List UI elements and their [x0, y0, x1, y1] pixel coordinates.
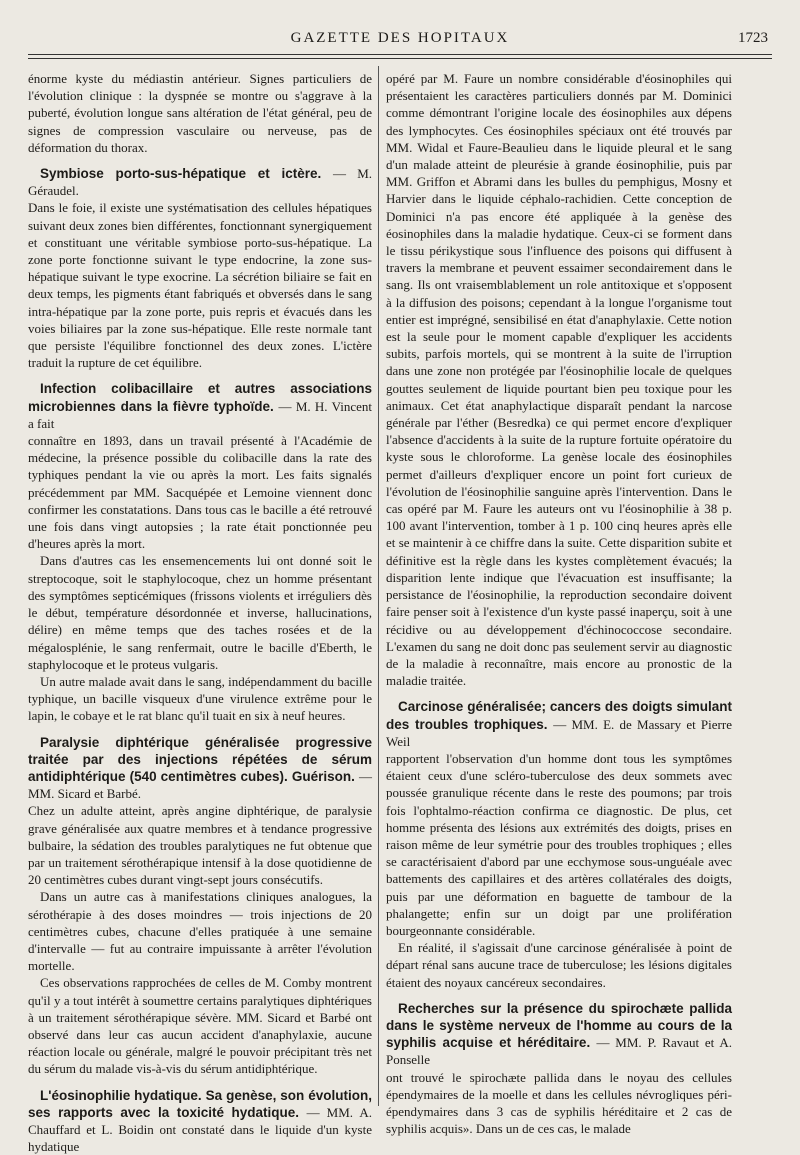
paragraph: Dans un autre cas à manifestations cliniques analogues, la sérothérapie à des doses moindres — trois injections de 20 centimètres cubes, chacune d'elles pratiquée à une semaine d'intervalle — fut au contraire impuissante à arrêter l'évolution mortelle. [28, 889, 372, 974]
section-title: Symbiose porto-sus-hépatique et ictère. [40, 166, 322, 182]
section-title: Carcinose généralisée; cancers des doigts simulant des troubles trophiques. [386, 699, 732, 732]
paragraph: opéré par M. Faure un nombre considérable d'éosinophiles qui présentaient les caractères particuliers donnés par M. Dominici comme démontrant l'origine locale des éosinophiles aux dépens des lymphocytes. Ces éosinophiles spéciaux ont été trouvés par MM. Widal et Faure-Beaulieu dans le liquide pleural et le sang d'un malade atteint de pleurésie à grande éosinophilie, puis par MM. Griffon et Abrami dans les bulles du pemphigus, Mosny et Harvier dans le liquide céphalo-rachidien. Cette conception de Dominici n'a pas encore été appliquée à la genèse des éosinophiles dans la maladie hydatique. Ceux-ci se forment dans le tissu périkystique sous l'influence des poisons qui diffusent à travers la membrane et peuvent essaimer secondairement dans le sang. Ils ont vraisemblablement un role antitoxique et s'opposent à la diffusion des poisons; cependant à la longue l'organisme tout entier est imprégné, sensibilisé en état d'anaphylaxie. Cette notion est la seule pour le moment capable d'expliquer les accidents subits, parfois mortels, qui se montrent à la suite de l'irruption dans une zone non protégée par l'éosinophilie locale de quelques gouttes seulement de liquide pourtant bien peu toxique pour les animaux. Cet état anaphylactique disparaît pendant la narcose générale par l'éther (Besredka) ce qui permet encore d'expliquer l'absence d'accidents à la suite de la rupture fortuite opératoire du kyste sous le chloroforme. La genèse locale des éosinophiles permet d'ailleurs d'expliquer encore un point fort curieux de l'évolution de l'éosinophilie sanguine après l'intervention. Dans le cas opéré par M. Faure les auteurs ont vu l'éosinophilie à 38 p. 100 avant l'intervention, tomber à 1 p. 100 cinq heures après elle et se maintenir à ce chiffre dans la suite. Cette disparition subite et définitive est la règle dans les kystes complètement évacués; la disparition lente indique que l'évacuation est insuffisante; la persistance de l'éosinophilie, la reproduction secondaire doivent faire penser soit à l'existence d'un kyste passé inaperçu, soit à une récidive ou au développement d'échinococcose secondaire. L'examen du sang ne doit donc pas seulement servir au diagnostic de la maladie à reconnaître, mais encore au pronostic de la maladie traitée. [386, 71, 732, 689]
section-authors: — MM. Sicard et Barbé. [28, 768, 372, 802]
header-rule-double [28, 58, 772, 59]
page-header [28, 30, 772, 52]
journal-title: GAZETTE DES HOPITAUX [290, 30, 510, 46]
header-rule [28, 54, 772, 55]
section-title: Infection colibacillaire et autres associations microbiennes dans la fièvre typhoïde. [28, 381, 372, 414]
section-heading-spirochaete [386, 1000, 732, 1069]
paragraph: énorme kyste du médiastin antérieur. Signes particuliers de l'évolution clinique : la dyspnée se montre ou s'aggrave à la puberté, évolution longue sans altération de l'état général, peu de signes de compression vasculaire ou nerveuse, pas de déformation du thorax. [28, 71, 372, 155]
section-heading-symbiose [28, 165, 372, 199]
section-authors: — MM. P. Ravaut et A. Ponselle [386, 1035, 732, 1068]
left-column [28, 70, 372, 1155]
paragraph: En réalité, il s'agissait d'une carcinose généralisée à point de départ rénal sans aucune trace de tuberculose; les lésions digitales étaient des noyaux cancéreux secondaires. [386, 940, 732, 990]
section-title: Recherches sur la présence du spirochæte pallida dans le système nerveux de l'homme au cours de la syphilis acquise et héréditaire. [386, 1000, 732, 1051]
paragraph: ont trouvé le spirochæte pallida dans le noyau des cellules épendymaires de la moelle et dans les cellules névrogliques péri-épendymaires dans 3 cas de syphilis héréditaire et 2 cas de syphilis acquis». Dans un de ces cas, le malade [386, 1069, 732, 1137]
column-divider [378, 66, 379, 1106]
section-heading-carcinose [386, 698, 732, 750]
paragraph: Chez un adulte atteint, après angine diphtérique, de paralysie grave généralisée aux quatre membres et à tendance progressive bulbaire, la sédation des troubles paralytiques ne fut obtenue que par un traitement sérothérapique intensif à la dose quotidienne de 20 centimètres cubes durant vingt-sept jours consécutifs. [28, 803, 372, 888]
right-column [386, 70, 732, 1137]
paragraph: Dans d'autres cas les ensemencements lui ont donné soit le streptocoque, soit le staphylocoque, chez un homme présentant des symptômes septicémiques (frissons violents et irréguliers dès le début, température désordonnée et inverse, hallucinations, délire) en même temps que des taches rosées et de la mégalosplénie, le sang renfermait, outre le bacille d'Eberth, le staphylocoque et le proteus vulgaris. [28, 553, 372, 672]
section-authors: — MM. E. de Massary et Pierre Weil [386, 716, 732, 749]
section-heading-paralysie [28, 734, 372, 803]
section-title: Paralysie diphtérique généralisée progressive traitée par des injections répétées de sérum antidiphtérique (540 centimètres cubes). Guérison. [28, 734, 372, 784]
paragraph: Ces observations rapprochées de celles de M. Comby montrent qu'il y a tout intérêt à soumettre certains paralytiques diphtériques à un traitement sérothérapique sévère. MM. Sicard et Barbé ont observé dans leur cas aucun accident d'anaphylaxie, aucune réaction locale ou générale, malgré le pouvoir précipitant très net du sérum du malade vis-à-vis du sérum antidiphtérique. [28, 975, 372, 1077]
section-title: L'éosinophilie hydatique. Sa genèse, son évolution, ses rapports avec la toxicité hydatique. [28, 1087, 372, 1120]
section-heading-eosinophilie [28, 1087, 372, 1155]
section-authors: — M. H. Vincent a fait [28, 398, 372, 431]
paragraph: connaître en 1893, dans un travail présenté à l'Académie de médecine, la présence possible du colibacille dans la rate des typhiques pendant la vie ou après la mort. Les faits signalés précédemment par MM. Sacquépée et Lemoine viennent donc confirmer les constatations. Dans tous cas le bacille a été retrouvé une fois dans vingt autopsies ; la rate était ponctionnée peu d'heures après la mort. [28, 433, 372, 552]
paragraph: Un autre malade avait dans le sang, indépendamment du bacille typhique, un bacille visqueux d'une virulence extrême pour le lapin, le cobaye et le rat blanc qu'il tuait en six à neuf heures. [28, 673, 372, 724]
section-authors: — M. Géraudel. [28, 166, 372, 199]
section-heading-infection [28, 380, 372, 432]
page-number: 1723 [738, 30, 768, 46]
paragraph: Dans le foie, il existe une systématisation des cellules hépatiques suivant deux zones bien différentes, fonctionnant synergiquement et constituant une véritable symbiose porto-sus-hépatique. La zone porte fonctionne suivant le type endocrine, la zone sus-hépatique suivant le type exocrine. La sécrétion biliaire se fait en deux temps, les pigments étant fabriqués et obversés dans le sang intra-hépatique par la zone porte, puis repris et évacués dans les voies biliaires par la zone sus-hépatique. Elle reste normale tant que persiste l'équilibre fonctionnel des deux zones. L'ictère traduit la rupture de cet équilibre. [28, 200, 372, 371]
section-authors: — MM. A. Chauffard et L. Boidin ont constaté dans le liquide d'un kyste hydatique [28, 1104, 372, 1155]
paragraph: rapportent l'observation d'un homme dont tous les symptômes étaient ceux d'une scléro-tuberculose des deux sommets avec poussée granulique récente dans le reste des poumons; par trois fois l'ophtalmo-réaction confirma ce diagnostic. De plus, cet homme présenta des lésions aux extrémités des doigts, prises en raison même de leur symétrie pour des troubles trophiques ; elles se caractérisaient d'abord par une ecchymose sous-unguéale avec battements des capillaires et des artères collatérales des doigts, puis par une déformation en baguette de tambour de la phalangette; enfin sur un doigt par une prolifération bourgeonnante considérable. [386, 750, 732, 938]
